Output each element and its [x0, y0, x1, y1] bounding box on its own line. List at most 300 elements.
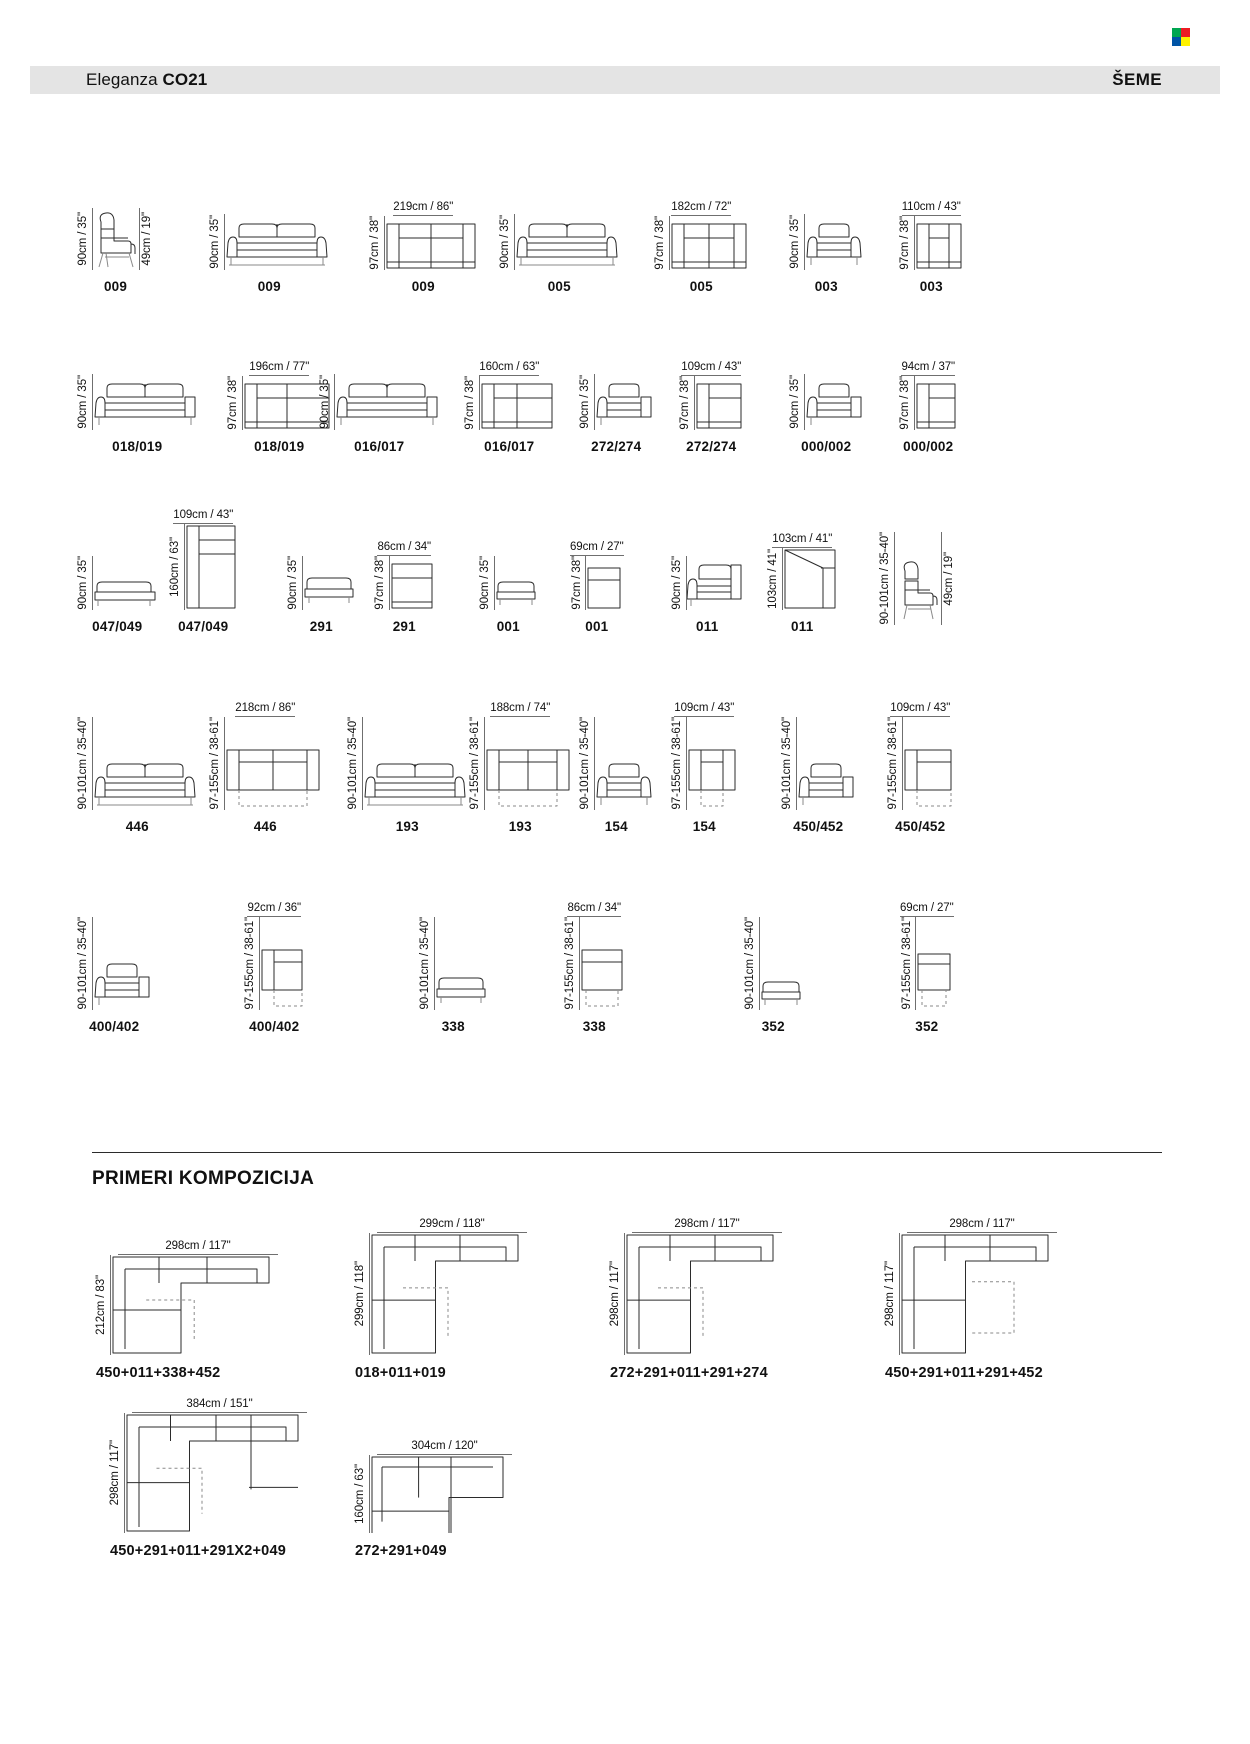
composition-width-dimension [632, 1218, 782, 1233]
furniture-drawing [480, 382, 554, 430]
height-dimension [565, 917, 580, 1010]
model-code: 352 [915, 1019, 939, 1034]
depth-dimension-label: 49cm / 19" [942, 551, 955, 606]
furniture-drawing [895, 559, 941, 625]
furniture-item [565, 902, 624, 1034]
composition-width-dimension [377, 1218, 527, 1233]
furniture-item [470, 702, 571, 834]
width-dimension-label: 110cm / 43" [901, 201, 961, 214]
height-dimension-label: 90cm / 35" [209, 215, 221, 269]
furniture-item [78, 374, 197, 454]
furniture-drawing [670, 222, 748, 270]
height-dimension-label: 90-101cm / 35-40" [419, 917, 431, 1010]
figure-box [790, 214, 863, 270]
model-code: 400/402 [249, 1019, 300, 1034]
composition-drawing [370, 1455, 505, 1533]
model-code: 011 [696, 619, 719, 634]
composition-label: 450+011+338+452 [96, 1365, 221, 1381]
width-dimension-label: 94cm / 37" [901, 361, 956, 374]
width-dimension-label: 188cm / 74" [490, 702, 551, 715]
furniture-item [78, 717, 197, 834]
width-dimension [247, 902, 301, 917]
height-dimension-label: 103cm / 41" [767, 549, 779, 609]
figure-box [348, 717, 467, 810]
model-code: 352 [761, 1019, 785, 1034]
furniture-drawing [335, 374, 439, 430]
height-dimension-label: 97cm / 38" [227, 376, 239, 430]
width-dimension [901, 361, 955, 376]
height-dimension-label: 90cm / 35" [789, 215, 801, 269]
furniture-item [680, 361, 743, 454]
composition-height-label: 212cm / 83" [95, 1275, 107, 1335]
furniture-drawing [260, 948, 304, 1010]
model-code: 003 [919, 279, 943, 294]
model-code: 005 [689, 279, 713, 294]
figure-box [465, 376, 554, 430]
composition-item [110, 1398, 307, 1559]
composition-drawing [900, 1233, 1050, 1355]
depth-dimension [139, 208, 154, 270]
furniture-drawing [915, 222, 963, 270]
height-dimension-label: 90cm / 35" [499, 215, 511, 269]
furniture-item [900, 902, 954, 1034]
furniture-drawing [760, 966, 802, 1010]
composition-figure-box [610, 1233, 775, 1355]
furniture-item [672, 556, 743, 634]
figure-box [580, 717, 653, 810]
figure-box [580, 374, 653, 430]
furniture-drawing [595, 754, 653, 810]
height-dimension-label: 97-155cm / 38-61" [244, 917, 256, 1010]
furniture-drawing [515, 214, 619, 270]
furniture-drawing [915, 382, 957, 430]
height-dimension-label: 97-155cm / 38-61" [671, 717, 683, 810]
width-dimension-label: 219cm / 86" [393, 201, 454, 214]
height-dimension [210, 214, 225, 270]
height-dimension [210, 717, 225, 810]
height-dimension-label: 90-101cm / 35-40" [781, 717, 793, 810]
furniture-drawing [225, 214, 329, 270]
composition-item [355, 1218, 527, 1381]
height-dimension [78, 717, 93, 810]
width-dimension [671, 201, 731, 216]
model-code: 001 [585, 619, 609, 634]
width-dimension [674, 702, 734, 717]
height-dimension-label: 90cm / 35" [77, 375, 89, 429]
height-dimension [288, 556, 303, 610]
furniture-drawing [903, 748, 953, 810]
height-dimension [480, 556, 495, 610]
height-dimension [745, 917, 760, 1010]
composition-height-dimension [885, 1233, 900, 1355]
width-dimension [567, 902, 621, 917]
model-code: 003 [814, 279, 838, 294]
height-dimension [78, 556, 93, 610]
height-dimension-label: 97cm / 38" [374, 556, 386, 610]
model-code: 005 [547, 279, 571, 294]
width-dimension-label: 103cm / 41" [772, 533, 833, 545]
height-dimension-label: 97cm / 38" [369, 216, 381, 270]
furniture-item [78, 917, 151, 1034]
figure-box [672, 717, 737, 810]
height-dimension-label: 90-101cm / 35-40" [77, 717, 89, 810]
figure-box [745, 917, 802, 1010]
height-dimension-label: 90cm / 35" [319, 375, 331, 429]
width-dimension [235, 702, 295, 717]
height-dimension-label: 97-155cm / 38-61" [469, 717, 481, 810]
height-dimension [655, 216, 670, 270]
width-dimension-label: 109cm / 43" [173, 509, 234, 521]
figure-box [900, 376, 957, 430]
height-dimension [375, 556, 390, 610]
width-dimension [377, 541, 431, 556]
model-code: 001 [496, 619, 520, 634]
height-dimension [500, 214, 515, 270]
furniture-drawing [93, 208, 139, 270]
height-dimension-label: 90cm / 35" [77, 212, 89, 266]
width-dimension-label: 92cm / 36" [247, 902, 302, 915]
figure-box [78, 717, 197, 810]
model-code: 450/452 [895, 819, 946, 834]
figure-box [228, 376, 331, 430]
furniture-drawing [363, 754, 467, 810]
width-dimension [681, 361, 741, 376]
width-dimension-label: 182cm / 72" [671, 201, 732, 214]
composition-figure-box [96, 1255, 271, 1355]
composition-drawing [370, 1233, 520, 1355]
furniture-drawing [916, 952, 952, 1010]
figure-box [288, 556, 355, 610]
model-code: 193 [395, 819, 419, 834]
figure-box [782, 717, 855, 810]
model-code: 291 [392, 619, 416, 634]
composition-item [96, 1240, 278, 1381]
composition-label: 450+291+011+291+452 [885, 1365, 1043, 1381]
furniture-item [288, 556, 355, 634]
furniture-drawing [580, 948, 624, 1010]
furniture-item [580, 374, 653, 454]
furniture-item [480, 556, 537, 634]
furniture-item [880, 532, 955, 634]
height-dimension [78, 917, 93, 1010]
dimension-rule [139, 208, 140, 270]
furniture-drawing [783, 548, 837, 610]
figure-box [888, 717, 953, 810]
brand-logo-icon [1172, 28, 1190, 46]
height-dimension-label: 90cm / 35" [287, 556, 299, 610]
height-dimension [672, 717, 687, 810]
height-dimension-label: 90cm / 35" [789, 375, 801, 429]
height-dimension [790, 214, 805, 270]
model-code: 009 [411, 279, 435, 294]
section-title: ŠEME [1112, 70, 1162, 89]
composition-height-dimension [610, 1233, 625, 1355]
furniture-drawing [303, 564, 355, 610]
height-dimension [888, 717, 903, 810]
height-dimension-label: 97-155cm / 38-61" [887, 717, 899, 810]
figure-box [655, 216, 748, 270]
composition-figure-box [355, 1233, 520, 1355]
furniture-item [320, 374, 439, 454]
schematics-row [0, 644, 1250, 834]
composition-width-label: 304cm / 120" [411, 1440, 478, 1452]
furniture-drawing [687, 748, 737, 810]
furniture-item [228, 361, 331, 454]
figure-box [420, 917, 487, 1010]
compositions-heading: PRIMERI KOMPOZICIJA [92, 1168, 315, 1189]
furniture-drawing [805, 214, 863, 270]
furniture-item [782, 717, 855, 834]
model-code: 000/002 [801, 439, 852, 454]
height-dimension [228, 376, 243, 430]
height-dimension-label: 97-155cm / 38-61" [209, 717, 221, 810]
composition-label: 272+291+011+291+274 [610, 1365, 768, 1381]
width-dimension-label: 86cm / 34" [377, 541, 432, 554]
height-dimension [370, 216, 385, 270]
height-dimension [78, 374, 93, 430]
height-dimension [580, 717, 595, 810]
composition-drawing [111, 1255, 271, 1355]
furniture-item [580, 717, 653, 834]
composition-height-dimension [355, 1233, 370, 1355]
height-dimension [580, 374, 595, 430]
height-dimension-label: 160cm / 63" [169, 537, 181, 597]
height-dimension-label: 90-101cm / 35-40" [744, 917, 756, 1010]
figure-box [78, 556, 157, 610]
figure-box [500, 214, 619, 270]
composition-height-label: 160cm / 63" [354, 1464, 366, 1524]
width-dimension [490, 702, 550, 717]
model-code: 018/019 [254, 439, 305, 454]
model-code: 400/402 [89, 1019, 140, 1034]
figure-box [210, 717, 321, 810]
width-dimension [173, 509, 233, 524]
composition-height-dimension [355, 1455, 370, 1533]
height-dimension [320, 374, 335, 430]
width-dimension-label: 160cm / 63" [479, 361, 540, 374]
width-dimension [249, 361, 309, 376]
height-dimension [782, 717, 797, 810]
model-code: 291 [309, 619, 333, 634]
model-code: 338 [441, 1019, 465, 1034]
furniture-drawing [797, 754, 855, 810]
figure-box [480, 556, 537, 610]
height-dimension-label: 97cm / 38" [899, 376, 911, 430]
model-code: 446 [125, 819, 149, 834]
figure-box [572, 556, 623, 610]
width-dimension [570, 541, 624, 556]
figure-box [790, 374, 863, 430]
height-dimension [672, 556, 687, 610]
figure-box [210, 214, 329, 270]
width-dimension-label: 69cm / 27" [900, 902, 954, 915]
height-dimension [768, 548, 783, 610]
furniture-item [465, 361, 554, 454]
height-dimension-label: 90cm / 35" [579, 375, 591, 429]
furniture-item [210, 702, 321, 834]
logo-square-green [1172, 28, 1181, 37]
width-dimension [772, 533, 832, 548]
composition-width-dimension [907, 1218, 1057, 1233]
width-dimension-label: 69cm / 27" [570, 541, 624, 554]
height-dimension-label: 97cm / 38" [570, 556, 583, 610]
furniture-item [348, 717, 467, 834]
composition-width-label: 299cm / 118" [419, 1218, 485, 1230]
figure-box [470, 717, 571, 810]
model-code: 000/002 [903, 439, 954, 454]
furniture-drawing [495, 566, 537, 610]
brand-code: CO21 [162, 70, 208, 89]
width-dimension-label: 196cm / 77" [249, 361, 310, 374]
height-dimension [465, 376, 480, 430]
model-code: 338 [582, 1019, 606, 1034]
furniture-drawing [243, 382, 331, 430]
furniture-drawing [695, 382, 743, 430]
furniture-item [790, 374, 863, 454]
height-dimension-label: 97-155cm / 38-61" [900, 917, 913, 1010]
composition-width-dimension [377, 1440, 512, 1455]
height-dimension-label: 90cm / 35" [671, 556, 683, 610]
model-code: 154 [692, 819, 716, 834]
brand-title [86, 70, 207, 90]
furniture-drawing [93, 754, 197, 810]
furniture-item [745, 917, 802, 1034]
furniture-drawing [93, 954, 151, 1010]
height-dimension-label: 97cm / 38" [679, 376, 691, 430]
furniture-item [570, 541, 624, 634]
depth-dimension-label: 49cm / 19" [140, 212, 153, 266]
composition-width-label: 384cm / 151" [186, 1398, 253, 1410]
height-dimension [900, 216, 915, 270]
figure-box [245, 917, 304, 1010]
height-dimension [572, 556, 587, 610]
width-dimension [900, 902, 954, 917]
furniture-drawing [805, 374, 863, 430]
height-dimension-label: 90-101cm / 35-40" [77, 917, 89, 1010]
composition-height-label: 299cm / 118" [354, 1261, 366, 1327]
height-dimension-label: 97cm / 38" [464, 376, 476, 430]
composition-drawing [625, 1233, 775, 1355]
figure-box [680, 376, 743, 430]
width-dimension-label: 109cm / 43" [674, 702, 735, 715]
furniture-item [768, 533, 837, 634]
furniture-drawing [485, 748, 571, 810]
depth-dimension [941, 532, 956, 625]
composition-width-label: 298cm / 117" [165, 1240, 231, 1252]
width-dimension [890, 702, 950, 717]
height-dimension-label: 97cm / 38" [899, 216, 911, 270]
height-dimension [880, 532, 895, 625]
furniture-drawing [595, 374, 653, 430]
page-header-band [30, 66, 1220, 94]
furniture-item [78, 556, 157, 634]
furniture-item [672, 702, 737, 834]
schematics-row [0, 844, 1250, 1034]
width-dimension [902, 201, 961, 216]
height-dimension-label: 90-101cm / 35-40" [347, 717, 359, 810]
furniture-drawing [390, 562, 434, 610]
logo-square-red [1181, 28, 1190, 37]
height-dimension [420, 917, 435, 1010]
brand-name: Eleganza [86, 70, 163, 89]
height-dimension [170, 524, 185, 610]
model-code: 016/017 [484, 439, 535, 454]
height-dimension-label: 90-101cm / 35-40" [879, 532, 891, 625]
furniture-item [170, 509, 237, 634]
width-dimension-label: 86cm / 34" [567, 902, 622, 915]
height-dimension [78, 208, 93, 270]
model-code: 154 [604, 819, 628, 834]
furniture-item [375, 541, 434, 634]
model-code: 272/274 [686, 439, 737, 454]
height-dimension-label: 90-101cm / 35-40" [579, 717, 591, 810]
composition-height-dimension [96, 1255, 111, 1355]
width-dimension-label: 218cm / 86" [235, 702, 296, 715]
composition-figure-box [355, 1455, 505, 1533]
composition-figure-box [110, 1413, 300, 1533]
composition-label: 450+291+011+291X2+049 [110, 1543, 286, 1559]
figure-box [320, 374, 439, 430]
composition-height-dimension [110, 1413, 125, 1533]
furniture-drawing [93, 566, 157, 610]
height-dimension-label: 97-155cm / 38-61" [564, 917, 576, 1010]
furniture-item [420, 917, 487, 1034]
height-dimension [245, 917, 260, 1010]
width-dimension-label: 109cm / 43" [681, 361, 742, 374]
furniture-drawing [385, 222, 477, 270]
figure-box [880, 532, 955, 625]
figure-box [375, 556, 434, 610]
figure-box [170, 524, 237, 610]
composition-height-label: 298cm / 117" [884, 1261, 896, 1327]
width-dimension [479, 361, 539, 376]
height-dimension [470, 717, 485, 810]
section-divider [92, 1152, 1162, 1153]
model-code: 011 [791, 619, 814, 634]
figure-box [900, 216, 963, 270]
height-dimension-label: 97cm / 38" [654, 216, 666, 270]
composition-label: 272+291+049 [355, 1543, 447, 1559]
composition-height-label: 298cm / 117" [109, 1440, 121, 1506]
model-code: 009 [257, 279, 281, 294]
furniture-item [245, 902, 304, 1034]
furniture-drawing [185, 524, 237, 610]
furniture-drawing [93, 374, 197, 430]
height-dimension [790, 374, 805, 430]
furniture-item [900, 361, 957, 454]
height-dimension [348, 717, 363, 810]
figure-box [902, 917, 953, 1010]
model-code: 272/274 [591, 439, 642, 454]
model-code: 446 [253, 819, 277, 834]
model-code: 193 [508, 819, 532, 834]
composition-width-label: 298cm / 117" [674, 1218, 740, 1230]
figure-box [78, 208, 153, 270]
logo-square-yellow [1181, 37, 1190, 46]
model-code: 018/019 [112, 439, 163, 454]
composition-height-label: 298cm / 117" [609, 1261, 621, 1327]
figure-box [370, 216, 477, 270]
model-code: 047/049 [92, 619, 143, 634]
height-dimension-label: 90cm / 35" [479, 556, 491, 610]
furniture-drawing [225, 748, 321, 810]
schematics-row [0, 264, 1250, 454]
figure-box [565, 917, 624, 1010]
model-code: 009 [103, 279, 128, 294]
height-dimension-label: 90cm / 35" [77, 556, 89, 610]
composition-item [885, 1218, 1057, 1381]
height-dimension [902, 917, 917, 1010]
